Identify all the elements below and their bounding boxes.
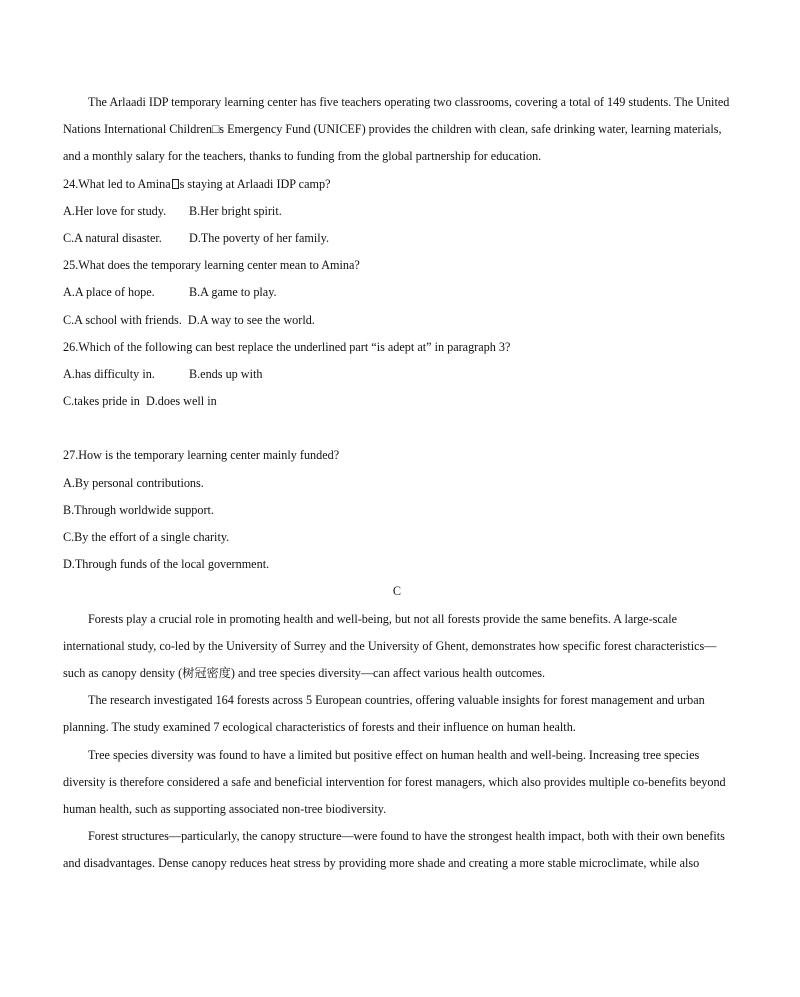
option-row xyxy=(63,282,743,309)
missing-glyph-box xyxy=(172,179,179,189)
blank-line xyxy=(63,418,743,445)
paragraph-line: The research investigated 164 forests across 5 European countries, offering valuable insights for forest management and urban xyxy=(88,693,705,708)
paragraph-line: human health, such as supporting associated non-tree biodiversity. xyxy=(63,801,387,816)
paragraph-line: such as canopy density (树冠密度) and tree species diversity—can affect various health outcomes. xyxy=(63,665,546,680)
question-stem: 25.What does the temporary learning center mean to Amina? xyxy=(63,258,360,273)
option-d: D.Through funds of the local government. xyxy=(63,557,270,572)
option-d: D.A way to see the world. xyxy=(187,312,315,327)
paragraph-line: planning. The study examined 7 ecological characteristics of forests and their influence on human health. xyxy=(63,720,576,735)
question-stem: 27.How is the temporary learning center mainly funded? xyxy=(63,448,340,463)
section-c-paragraph-1 xyxy=(63,609,743,691)
question-stem-part: s staying at Arlaadi IDP camp? xyxy=(179,176,331,191)
section-heading: C xyxy=(392,584,402,599)
paragraph-line: Forest structures—particularly, the canopy structure—were found to have the strongest health impact, both with their own benefits xyxy=(88,829,725,844)
question-25 xyxy=(63,255,743,337)
question-stem xyxy=(63,174,743,201)
option-d: D.does well in xyxy=(145,394,217,409)
option-a: A.has difficulty in. xyxy=(63,366,155,381)
option-row xyxy=(63,201,743,228)
option-row xyxy=(63,228,743,255)
paragraph-line: Nations International Children□s Emergency Fund (UNICEF) provides the children with clean, safe drinking water, learning materials, xyxy=(63,122,722,137)
option-d: D.The poverty of her family. xyxy=(189,230,329,245)
question-26 xyxy=(63,337,743,419)
section-c-paragraph-4 xyxy=(63,826,743,880)
option-b: B.Her bright spirit. xyxy=(189,203,282,218)
option-b: B.Through worldwide support. xyxy=(63,502,214,517)
section-c-paragraph-2 xyxy=(63,690,743,744)
option-c: C.By the effort of a single charity. xyxy=(63,530,230,544)
option-c: C.A school with friends. xyxy=(63,312,182,327)
option-c: C.A natural disaster. xyxy=(63,230,162,245)
paragraph-line: and a monthly salary for the teachers, thanks to funding from the global partnership for education. xyxy=(63,149,542,164)
option-b: B.ends up with xyxy=(189,366,263,381)
option-row xyxy=(63,364,743,391)
paragraph-line: Tree species diversity was found to have a limited but positive effect on human health and well-being. Increasing tree species xyxy=(88,747,700,762)
paragraph-line: international study, co-led by the University of Surrey and the University of Ghent, demonstrates how specific forest characteristics— xyxy=(63,638,717,653)
question-24 xyxy=(63,174,743,256)
option-b: B.A game to play. xyxy=(189,285,277,300)
document-page xyxy=(63,92,743,880)
option-a: A.Her love for study. xyxy=(63,203,167,218)
option-row xyxy=(63,391,743,418)
paragraph-line: Forests play a crucial role in promoting health and well-being, but not all forests provide the same benefits. A large-scale xyxy=(88,611,678,626)
option-a: A.A place of hope. xyxy=(63,285,155,300)
option-row xyxy=(63,310,743,337)
section-c-paragraph-3 xyxy=(63,745,743,827)
question-stem: 26.Which of the following can best replace the underlined part “is adept at” in paragraph 3? xyxy=(63,339,511,354)
paragraph-line: The Arlaadi IDP temporary learning center has five teachers operating two classrooms, covering a total of 149 students. The United xyxy=(88,95,730,109)
passage-b-paragraph xyxy=(63,92,743,174)
question-stem-part: 24.What led to Amina xyxy=(63,176,171,191)
option-c: C.takes pride in xyxy=(63,394,140,409)
option-a: A.By personal contributions. xyxy=(63,475,204,490)
paragraph-line: diversity is therefore considered a safe and beneficial intervention for forest managers, which also provides multiple co-benefits beyond xyxy=(63,774,726,789)
question-27 xyxy=(63,445,743,581)
paragraph-line: and disadvantages. Dense canopy reduces heat stress by providing more shade and creating a more stable microclimate, while also xyxy=(63,856,700,871)
